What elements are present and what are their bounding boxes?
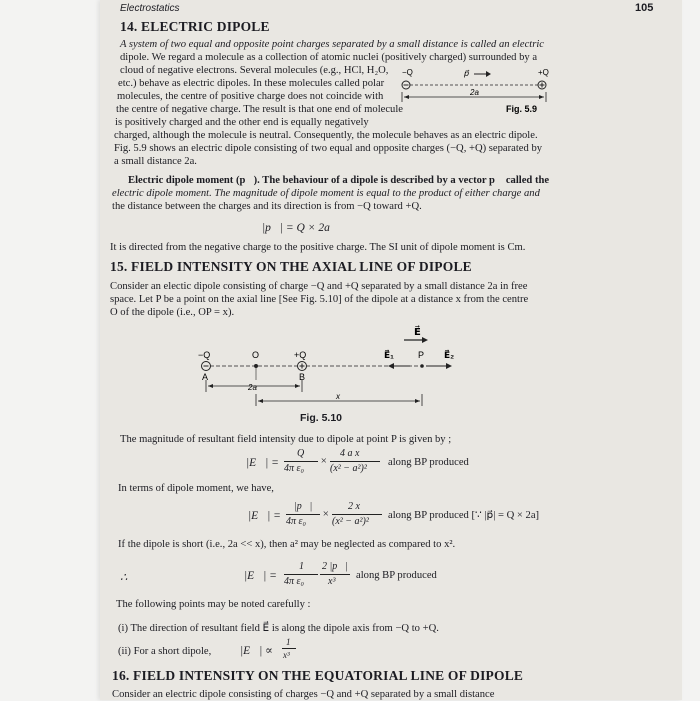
text-line: Fig. 5.9 shows an electric dipole consisting of two equal and opposite charges (−Q, +Q) separated by — [114, 143, 543, 154]
note-1: (i) The direction of resultant field E⃗ is along the dipole axis from −Q to +Q. — [118, 623, 439, 634]
text-line: The magnitude of resultant field intensity due to dipole at point P is given by ; — [120, 434, 452, 445]
eq1-num1: Q — [297, 448, 305, 459]
eq3-tail: along BP produced — [356, 570, 437, 581]
fig510-E1-label: E⃗₁ — [384, 350, 394, 360]
point-P — [420, 364, 424, 368]
eq2-den1: 4π ε₀ — [286, 516, 306, 527]
textbook-page — [100, 0, 682, 700]
eq3-den1: 4π ε₀ — [284, 576, 304, 587]
section-15-heading: 15. FIELD INTENSITY ON THE AXIAL LINE OF DIPOLE — [110, 259, 472, 274]
text-line: Consider an electric dipole consisting of charges −Q and +Q separated by a small distance — [112, 689, 495, 700]
fig59-neg-label: −Q — [402, 68, 413, 77]
text-line: the distance between the charges and its direction is from −Q toward +Q. — [112, 201, 422, 212]
text-line: charged, although the molecule is neutral. Consequently, the molecule behaves as an electric dipole. — [114, 130, 538, 141]
eq3-num1: 1 — [299, 561, 304, 572]
eq1-lhs: |E⃗| = — [246, 457, 279, 469]
text-line: cloud of negative electrons. Several molecules (e.g., HCl, H₂O, — [120, 65, 389, 76]
text-line: space. Let P be a point on the axial line [See Fig. 5.10] of the dipole at a distance x from the centre — [110, 294, 529, 305]
fig59-dist-label: 2a — [470, 88, 479, 97]
fig59-p-label: p⃗ — [464, 69, 470, 78]
note-2-lead: (ii) For a short dipole, — [118, 646, 212, 657]
text-line: etc.) behave as electric dipoles. In these molecules called polar — [118, 78, 385, 89]
fig510-O-label: O — [252, 350, 260, 360]
eq3-lhs: |E⃗| = — [244, 570, 277, 582]
eq2-lhs: |E⃗| = — [248, 510, 281, 522]
text-line: The following points may be noted carefully : — [116, 599, 311, 610]
text-line: A system of two equal and opposite point charges separated by a small distance is called an electric — [120, 39, 544, 50]
running-title: Electrostatics — [120, 3, 180, 14]
text-line: molecules, the centre of positive charge does not coincide with — [117, 91, 384, 102]
therefore-symbol: ∴ — [120, 572, 128, 584]
fig510-caption: Fig. 5.10 — [300, 412, 343, 424]
fig510-E-label: E⃗ — [414, 327, 421, 338]
text-line: is positively charged and the other end is equally negatively — [115, 117, 369, 128]
eq1-den1: 4π ε₀ — [284, 463, 304, 474]
dipole-moment-line: Electric dipole moment (p⃗). The behaviour of a dipole is described by a vector p⃗ called the — [128, 175, 550, 186]
eq1-tail: along BP produced — [388, 457, 469, 468]
text-line: electric dipole moment. The magnitude of dipole moment is equal to the product of either charge and — [112, 188, 540, 199]
fig510-P-label: P — [418, 350, 425, 360]
fig510-E2-label: E⃗₂ — [444, 350, 455, 360]
fraction-bar — [330, 461, 380, 462]
fig510-A-label: A — [202, 372, 209, 382]
text-line: O of the dipole (i.e., OP = x). — [110, 307, 235, 318]
section-16-heading: 16. FIELD INTENSITY ON THE EQUATORIAL LINE OF DIPOLE — [112, 668, 524, 683]
fig510-pos-label: +Q — [294, 350, 307, 360]
fraction-bar — [320, 574, 350, 575]
text-line: dipole. We regard a molecule as a collection of atomic nuclei (positively charged) surrounded by a — [120, 52, 538, 63]
fraction-bar — [332, 514, 382, 515]
text-line: the centre of negative charge. The result is that one end of molecule — [116, 104, 403, 115]
eq2-den2: (x² − a²)² — [332, 516, 369, 527]
fig510-neg-label: −Q — [198, 350, 211, 360]
fraction-bar — [282, 648, 296, 649]
eq1-den2: (x² − a²)² — [330, 463, 367, 474]
note-2-den: x³ — [283, 650, 290, 660]
eq1-num2: 4 a x — [340, 448, 360, 459]
fraction-bar — [284, 461, 318, 462]
text-line: In terms of dipole moment, we have, — [118, 483, 274, 494]
page-number: 105 — [635, 2, 654, 14]
text-line: If the dipole is short (i.e., 2a << x), then a² may be neglected as compared to x². — [118, 539, 456, 550]
fig510-x-label: x — [336, 392, 340, 401]
text-line: Consider an electic dipole consisting of charge −Q and +Q separated by a small distance 2a in free — [110, 281, 528, 292]
note-2-lhs: |E⃗| ∝ — [240, 645, 273, 657]
fraction-bar — [284, 574, 318, 575]
centre-point — [254, 364, 258, 368]
times-sign: × — [320, 455, 328, 467]
text-line: It is directed from the negative charge to the positive charge. The SI unit of dipole moment is Cm. — [110, 242, 526, 253]
text-line: a small distance 2a. — [114, 156, 197, 167]
fig59-pos-label: +Q — [538, 68, 549, 77]
eq2-tail: along BP produced [∵ |p⃗| = Q × 2a] — [388, 510, 540, 521]
eq3-num2: 2 |p⃗| — [322, 561, 348, 572]
fig510-2a-label: 2a — [248, 383, 257, 392]
eq3-den2: x³ — [328, 576, 336, 587]
times-sign: × — [322, 508, 330, 520]
eq2-num2: 2 x — [348, 501, 360, 512]
eq2-num1: |p⃗| — [294, 501, 313, 512]
figure-5-9 — [398, 66, 568, 126]
fig510-B-label: B — [299, 372, 306, 382]
fig59-caption: Fig. 5.9 — [506, 104, 538, 114]
section-14-heading: 14. ELECTRIC DIPOLE — [120, 19, 270, 34]
dipole-moment-equation: |p⃗| = Q × 2a — [262, 222, 330, 234]
note-2-num: 1 — [286, 637, 291, 647]
fraction-bar — [286, 514, 320, 515]
